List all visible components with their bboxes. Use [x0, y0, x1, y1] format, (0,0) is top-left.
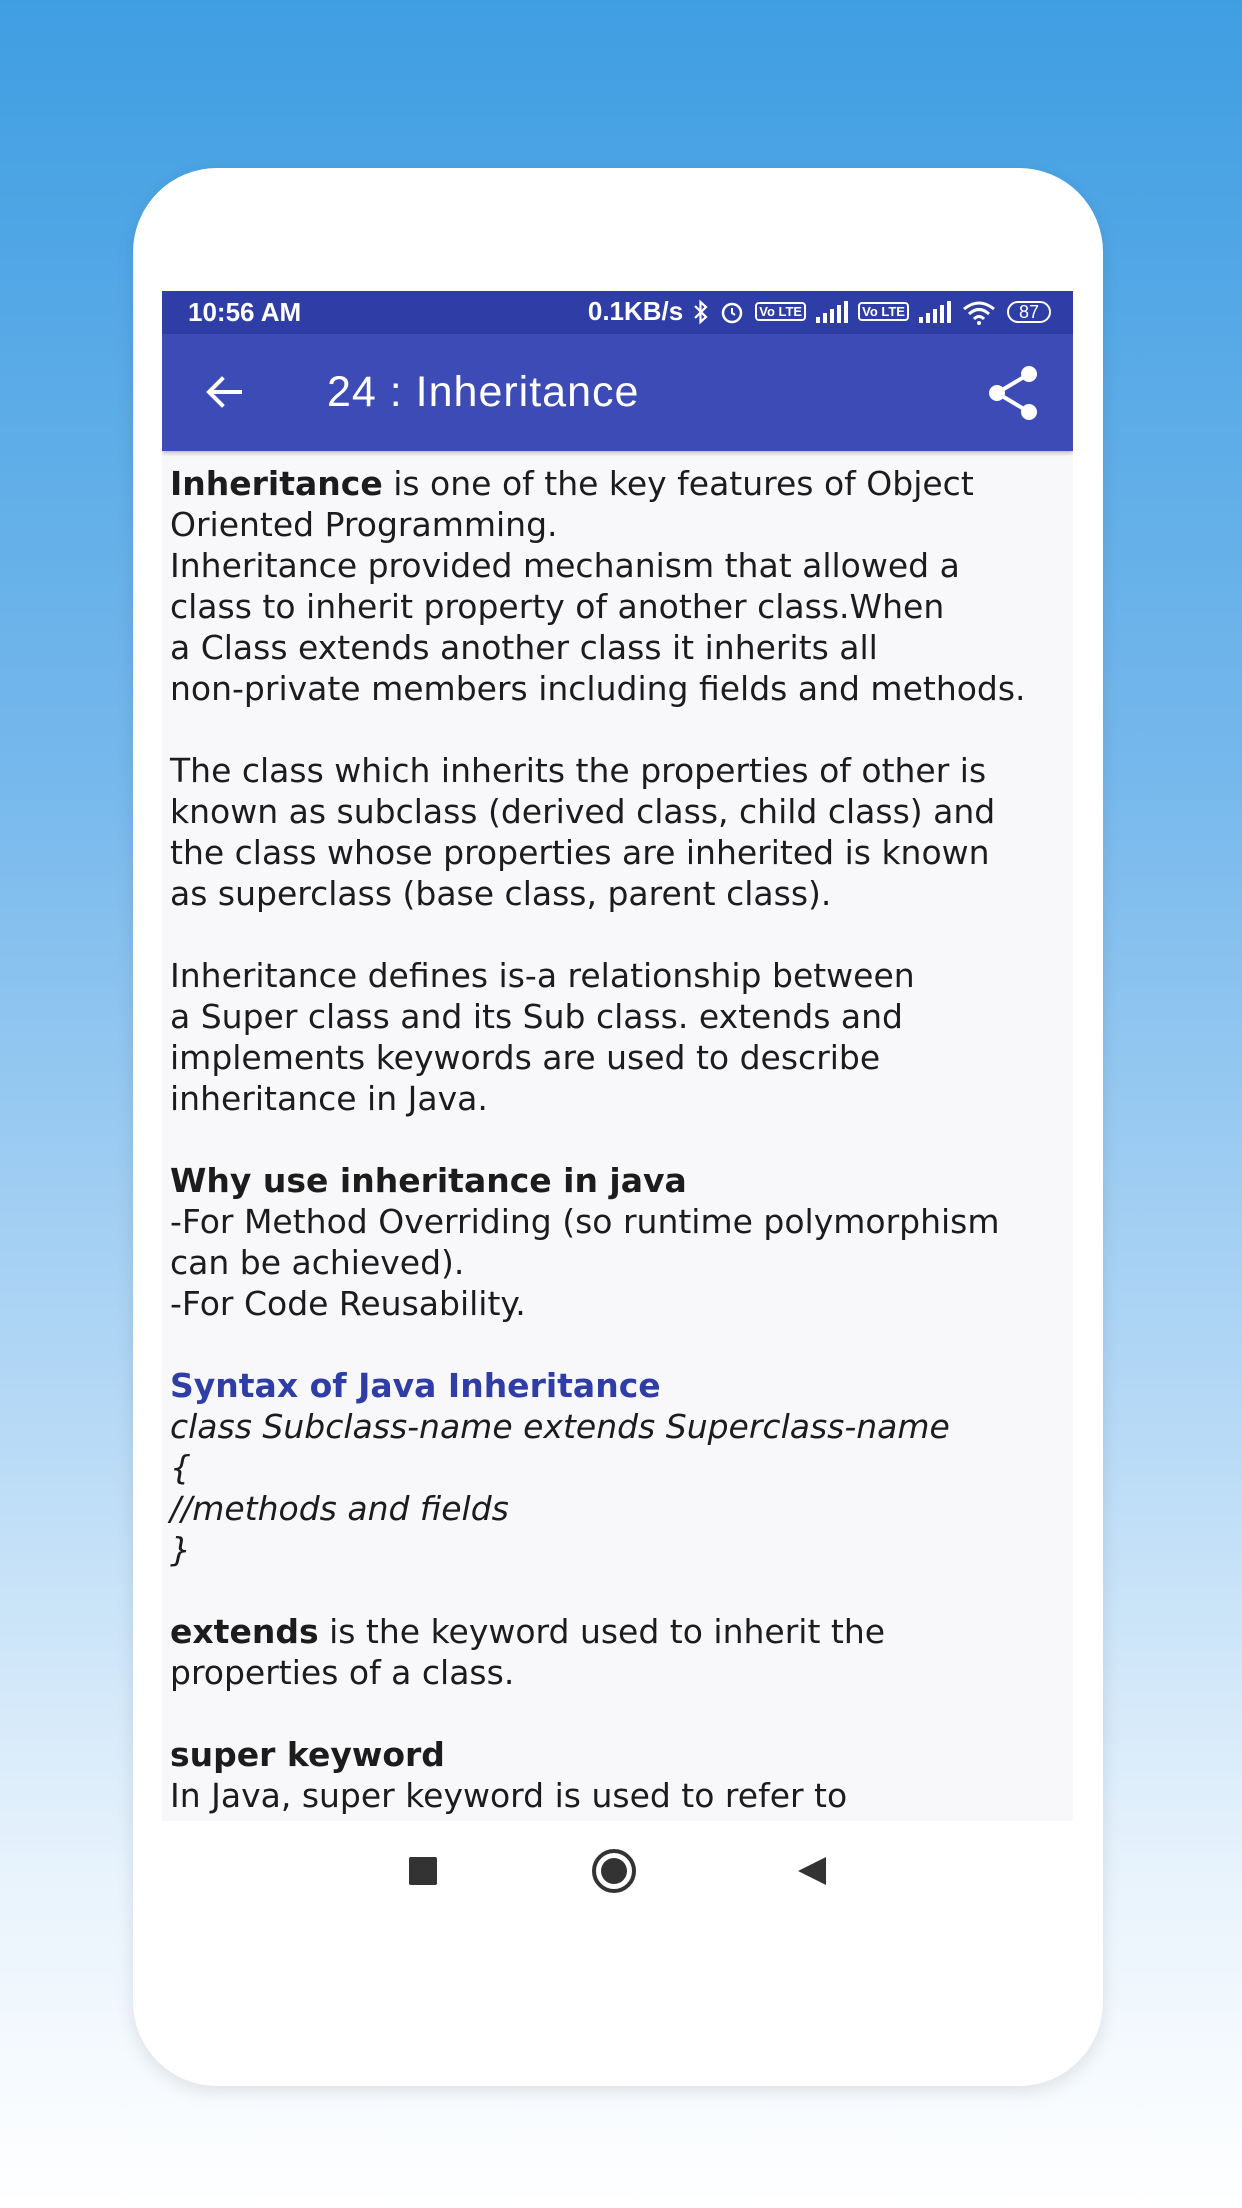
app-screen: [162, 291, 1073, 1821]
paragraph-line: class to inherit property of another class.When: [170, 587, 945, 626]
system-nav-bar: [133, 1830, 1103, 1940]
paragraph-line: a Super class and its Sub class. extends and: [170, 997, 903, 1036]
paragraph-line: In Java, super keyword is used to refer to: [170, 1776, 848, 1815]
network-speed: 0.1KB/s: [587, 296, 684, 326]
term-inheritance: Inheritance: [170, 464, 383, 503]
page-title: 24 : Inheritance: [327, 368, 640, 416]
status-icons: [588, 296, 1051, 327]
paragraph-line: -For Code Reusability.: [170, 1284, 526, 1323]
status-bar: [162, 291, 1073, 334]
paragraph-intro-line: Inheritance is one of the key features of Object: [170, 464, 974, 503]
alarm-icon: [719, 299, 745, 325]
paragraph-line: can be achieved).: [170, 1243, 465, 1282]
code-line: class Subclass-name extends Superclass-name: [170, 1407, 950, 1446]
battery-icon: 87: [1007, 301, 1051, 323]
bluetooth-icon: [693, 299, 709, 325]
nav-home-icon[interactable]: [591, 1848, 637, 1894]
code-line: }: [170, 1530, 191, 1569]
signal-icon-2: [919, 301, 951, 323]
paragraph-line: Inheritance provided mechanism that allowed a: [170, 546, 960, 585]
paragraph-line: non-private members including fields and methods.: [170, 669, 1026, 708]
code-line: {: [170, 1448, 191, 1487]
volte-icon-1: Vo LTE: [755, 302, 806, 321]
code-line: //methods and fields: [170, 1489, 509, 1528]
nav-recents-icon[interactable]: [408, 1856, 438, 1886]
section-heading: Why use inheritance in java: [170, 1161, 687, 1200]
paragraph-line: the class whose properties are inherited is known: [170, 833, 990, 872]
wifi-icon: [961, 299, 997, 325]
signal-icon-1: [816, 301, 848, 323]
paragraph-line: -For Method Overriding (so runtime polymorphism: [170, 1202, 1000, 1241]
section-heading: super keyword: [170, 1735, 445, 1774]
paragraph-line: properties of a class.: [170, 1653, 515, 1692]
back-arrow-icon[interactable]: [202, 370, 246, 414]
paragraph-line: known as subclass (derived class, child class) and: [170, 792, 996, 831]
lesson-content: [170, 463, 1065, 1816]
share-icon[interactable]: [985, 364, 1043, 422]
app-bar: [162, 334, 1073, 451]
paragraph-line: implements keywords are used to describe: [170, 1038, 881, 1077]
paragraph-line: inheritance in Java.: [170, 1079, 488, 1118]
volte-icon-2: Vo LTE: [858, 302, 909, 321]
paragraph-line: The class which inherits the properties of other is: [170, 751, 987, 790]
paragraph-line: Inheritance defines is-a relationship between: [170, 956, 915, 995]
paragraph-line: as superclass (base class, parent class).: [170, 874, 832, 913]
nav-back-icon[interactable]: [796, 1855, 828, 1887]
paragraph-line: Oriented Programming.: [170, 505, 558, 544]
paragraph-extends-line: extends is the keyword used to inherit the: [170, 1612, 886, 1651]
term-extends: extends: [170, 1612, 319, 1651]
syntax-heading: Syntax of Java Inheritance: [170, 1366, 661, 1405]
paragraph-line: a Class extends another class it inherits all: [170, 628, 878, 667]
status-time: 10:56 AM: [188, 297, 302, 327]
